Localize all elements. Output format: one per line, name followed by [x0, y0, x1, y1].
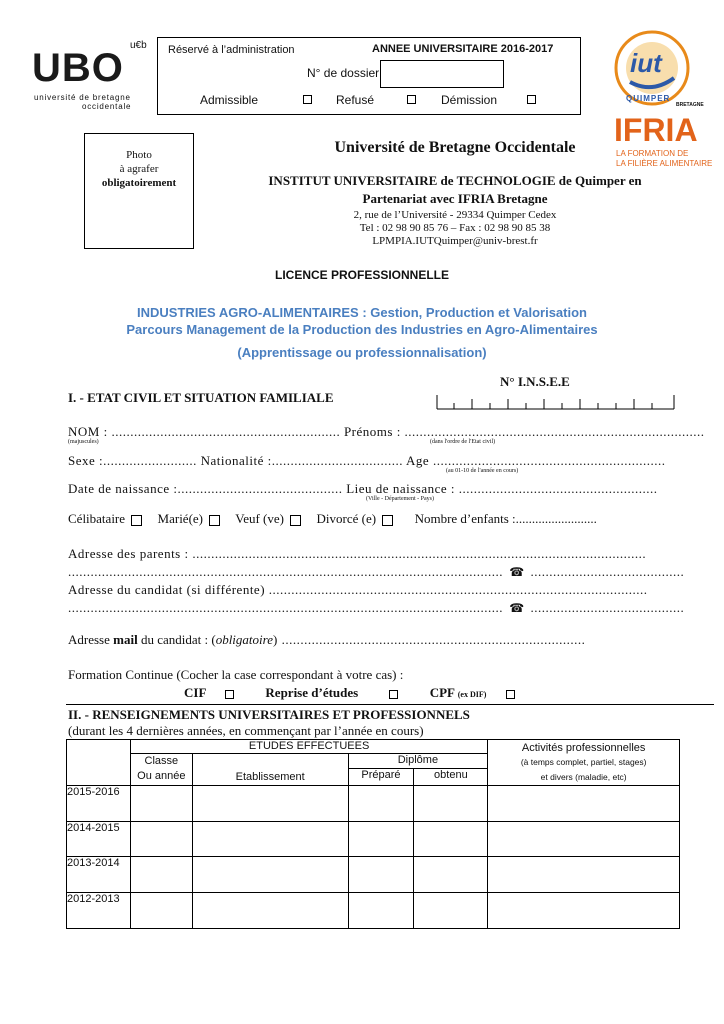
degree-title: LICENCE PROFESSIONNELLE: [274, 268, 450, 282]
obtenu-cell[interactable]: [414, 893, 488, 929]
candidate-address-line[interactable]: Adresse du candidat (si différente) .....................................................................................................: [68, 582, 648, 597]
section2-subtitle: (durant les 4 dernières années, en commençant par l’année en cours): [68, 723, 424, 738]
reserved-label: Réservé à l’administration: [168, 44, 295, 56]
etablissement-cell[interactable]: [192, 785, 348, 821]
activities-header-line1: Activités professionnelles: [521, 742, 646, 754]
institute-phone: Tel : 02 98 90 85 76 – Fax : 02 98 90 85 38: [359, 222, 551, 234]
iut-quimper-logo: [608, 28, 704, 112]
classe-cell[interactable]: [130, 785, 192, 821]
marie-checkbox[interactable]: [209, 515, 220, 526]
insee-number-field[interactable]: [436, 393, 676, 411]
nom-prenoms-line[interactable]: NOM : ............................................................. Prénoms : ................................................................................: [68, 424, 705, 439]
cif-label: CIF: [184, 685, 206, 700]
sexe-nationalite-age-line[interactable]: Sexe :......................... Nationalité :................................... Age ..............................................................: [68, 453, 666, 468]
veuf-label: Veuf (ve): [235, 511, 284, 526]
section2-title: II. - RENSEIGNEMENTS UNIVERSITAIRES ET PROFESSIONNELS: [68, 707, 470, 722]
iut-wordmark: iut: [630, 48, 662, 78]
celibataire-label: Célibataire: [68, 511, 126, 526]
children-count-field[interactable]: Nombre d’enfants :.........................: [414, 511, 597, 526]
photo-line1: Photo: [126, 149, 152, 161]
table-row: [67, 857, 680, 893]
photo-box: [84, 133, 194, 249]
parents-address-line[interactable]: Adresse des parents : .........................................................................................................................: [68, 546, 647, 561]
parents-address-line2[interactable]: ....................................................................................................................: [68, 564, 503, 579]
parents-address-line2-row: [68, 564, 685, 580]
reprise-label: Reprise d’études: [265, 685, 359, 700]
classe-header-line1: Classe: [144, 755, 179, 768]
year-cell: 2012-2013: [67, 893, 131, 929]
birth-note: (Ville - Département - Pays): [366, 496, 434, 502]
university-title: Université de Bretagne Occidentale: [334, 139, 576, 156]
etablissement-header: Etablissement: [192, 754, 348, 786]
candidate-phone-field[interactable]: .........................................: [530, 600, 685, 615]
email-label-pre: Adresse: [68, 632, 114, 647]
cif-checkbox[interactable]: [225, 690, 234, 699]
table-row: [67, 821, 680, 857]
ueb-mark: u€b: [130, 40, 147, 51]
activities-cell[interactable]: [488, 785, 680, 821]
program-title-line1: INDUSTRIES AGRO-ALIMENTAIRES : Gestion, Production et Valorisation: [137, 305, 587, 320]
marie-label: Marié(e): [157, 511, 203, 526]
ubo-line2: occidentale: [82, 102, 132, 111]
ubo-logo: [32, 40, 152, 112]
etablissement-cell[interactable]: [192, 857, 348, 893]
continuing-education-label: Formation Continue (Cocher la case correspondant à votre cas) :: [68, 667, 404, 682]
nom-note: (majuscules): [68, 439, 99, 445]
obtenu-cell[interactable]: [414, 785, 488, 821]
activities-cell[interactable]: [488, 857, 680, 893]
institute-address: 2, rue de l’Université - 29334 Quimper Cedex: [353, 209, 557, 221]
cpf-note: (ex DIF): [457, 690, 487, 699]
birth-line[interactable]: Date de naissance :............................................ Lieu de naissance : .....................................................: [68, 481, 658, 496]
ifria-line1: LA FORMATION DE: [616, 149, 689, 158]
resignation-checkbox[interactable]: [527, 95, 536, 104]
reprise-checkbox[interactable]: [389, 690, 398, 699]
etablissement-cell[interactable]: [192, 821, 348, 857]
photo-line3: obligatoirement: [101, 177, 177, 189]
prenoms-note: (dans l'ordre de l'Etat civil): [430, 439, 496, 445]
cpf-label: CPF: [429, 685, 455, 700]
activities-cell[interactable]: [488, 893, 680, 929]
classe-cell[interactable]: [130, 893, 192, 929]
marital-status-row: [68, 511, 597, 527]
prepare-cell[interactable]: [348, 785, 414, 821]
photo-line2: à agrafer: [119, 163, 159, 175]
section1-title: I. - ETAT CIVIL ET SITUATION FAMILIALE: [68, 390, 334, 405]
refused-label: Refusé: [336, 93, 375, 107]
studies-header: ETUDES EFFECTUEES: [130, 740, 487, 754]
ifria-line2: LA FILIÈRE ALIMENTAIRE: [616, 159, 713, 168]
obtenu-cell[interactable]: [414, 821, 488, 857]
candidate-address-line2[interactable]: ....................................................................................................................: [68, 600, 503, 615]
program-mode: (Apprentissage ou professionnalisation): [237, 345, 487, 360]
program-title-line2: Parcours Management de la Production des Industries en Agro-Alimentaires: [126, 322, 598, 337]
parents-phone-field[interactable]: .........................................: [530, 564, 685, 579]
email-line[interactable]: [68, 632, 656, 648]
admin-box: [157, 37, 581, 115]
activities-header-line3: et divers (maladie, etc): [540, 772, 627, 782]
cpf-checkbox[interactable]: [506, 690, 515, 699]
insee-label: N° I.N.S.E.E: [500, 374, 570, 389]
obtenu-header: obtenu: [414, 769, 488, 786]
divorce-label: Divorcé (e): [316, 511, 377, 526]
program-title: [0, 304, 724, 338]
file-number-field[interactable]: [380, 60, 504, 88]
year-cell: 2013-2014: [67, 857, 131, 893]
candidate-address-line2-row: [68, 600, 685, 616]
classe-cell[interactable]: [130, 857, 192, 893]
prepare-cell[interactable]: [348, 893, 414, 929]
contact-block: [210, 209, 700, 248]
celibataire-checkbox[interactable]: [131, 515, 142, 526]
file-number-label: N° de dossier: [307, 66, 380, 80]
ubo-wordmark: UBO: [32, 46, 124, 90]
etablissement-cell[interactable]: [192, 893, 348, 929]
academic-year: ANNEE UNIVERSITAIRE 2016-2017: [372, 43, 554, 55]
year-header-cell: [67, 740, 131, 786]
activities-header-line2: (à temps complet, partiel, stages): [520, 757, 647, 767]
email-label-post: du candidat : (: [137, 632, 216, 647]
diplome-header: Diplôme: [348, 754, 488, 769]
classe-cell[interactable]: [130, 821, 192, 857]
veuf-checkbox[interactable]: [290, 515, 301, 526]
email-required: obligatoire: [215, 632, 273, 647]
prepare-cell[interactable]: [348, 821, 414, 857]
iut-city: QUIMPER: [626, 94, 671, 103]
continuing-education-options: [184, 685, 515, 701]
ifria-wordmark: IFRIA: [614, 112, 698, 148]
admissible-label: Admissible: [200, 93, 259, 107]
institute-line2: Partenariat avec IFRIA Bretagne: [362, 191, 548, 206]
section-divider: [66, 704, 714, 705]
phone-icon: ☎: [509, 565, 525, 579]
institute-line1: INSTITUT UNIVERSITAIRE de TECHNOLOGIE de Quimper en: [268, 173, 642, 188]
year-cell: 2014-2015: [67, 821, 131, 857]
activities-cell[interactable]: [488, 821, 680, 857]
age-note: (au 01-10 de l'année en cours): [446, 468, 519, 474]
institute-block: [210, 172, 700, 208]
year-cell: 2015-2016: [67, 785, 131, 821]
resignation-label: Démission: [441, 93, 498, 107]
iut-region: BRETAGNE: [676, 102, 704, 108]
refused-checkbox[interactable]: [407, 95, 416, 104]
classe-header: [130, 754, 192, 786]
studies-table: [66, 739, 680, 929]
obtenu-cell[interactable]: [414, 857, 488, 893]
ubo-line1: université de bretagne: [34, 93, 131, 102]
prepare-cell[interactable]: [348, 857, 414, 893]
email-label-bold: mail: [113, 632, 138, 647]
table-row: [67, 893, 680, 929]
admissible-checkbox[interactable]: [303, 95, 312, 104]
email-field[interactable]: ) .................................................................................: [272, 632, 586, 647]
table-row: [67, 785, 680, 821]
classe-header-line2: Ou année: [137, 770, 186, 783]
activities-header: [488, 740, 680, 786]
divorce-checkbox[interactable]: [382, 515, 393, 526]
institute-email[interactable]: LPMPIA.IUTQuimper@univ-brest.fr: [372, 235, 538, 247]
phone-icon: ☎: [509, 601, 525, 615]
prepare-header: Préparé: [348, 769, 414, 786]
